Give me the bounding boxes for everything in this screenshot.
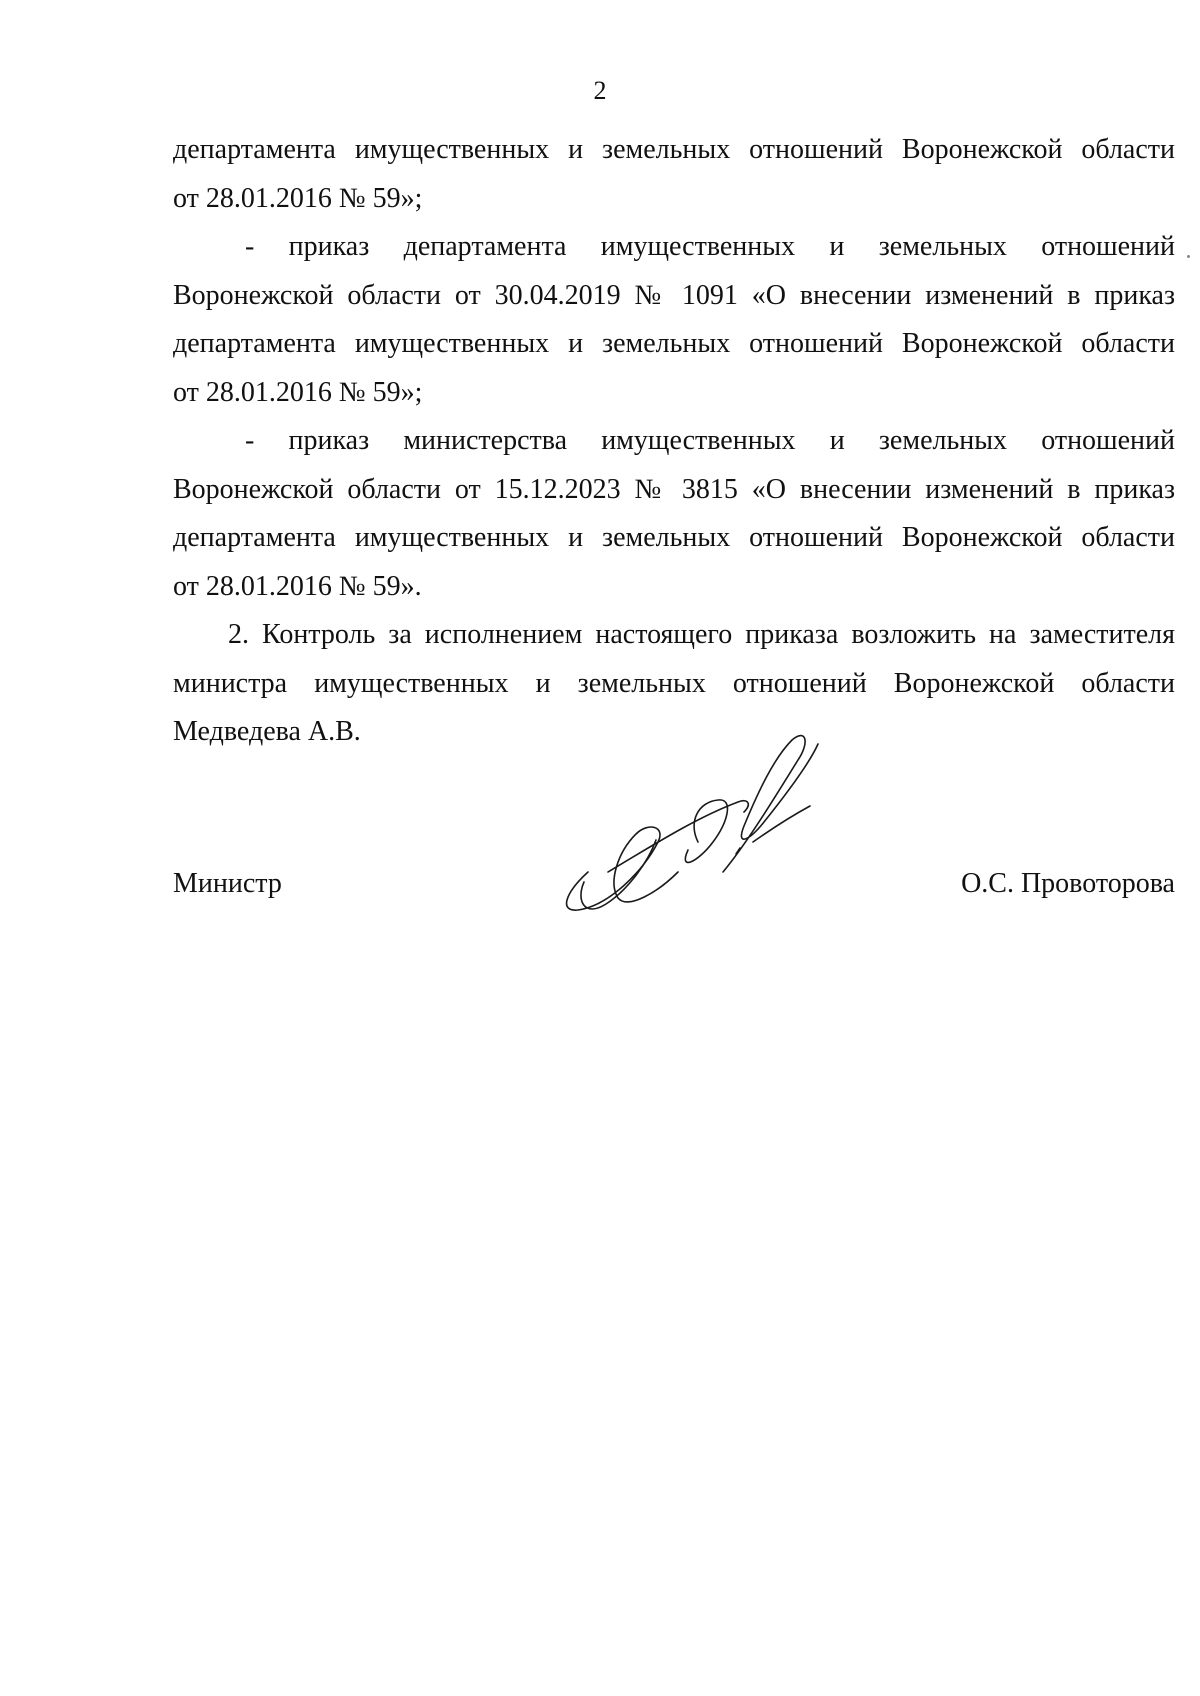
signature-block [173, 868, 1175, 908]
text-line: департамента имущественных и земельных отношений Воронежской области [173, 328, 1175, 359]
signatory-name: О.С. Провоторова [961, 868, 1175, 899]
text-line: Медведева А.В. [173, 716, 361, 747]
text-line: 2. Контроль за исполнением настоящего приказа возложить на заместителя [228, 619, 1175, 650]
scan-artifact [1187, 255, 1190, 258]
text-line: министра имущественных и земельных отношений Воронежской области [173, 667, 1175, 699]
list-item-order-3815 [173, 417, 1175, 611]
text-line: департамента имущественных и земельных отношений Воронежской области [173, 522, 1175, 553]
text-line: - приказ министерства имущественных и земельных отношений [245, 425, 1175, 456]
text-line: департамента имущественных и земельных отношений Воронежской области [173, 134, 1175, 165]
text-line: от 28.01.2016 № 59»; [173, 182, 423, 214]
list-item-order-1091 [173, 223, 1175, 417]
document-body [173, 126, 1175, 757]
page-number: 2 [593, 76, 607, 105]
text-line: от 28.01.2016 № 59». [173, 570, 422, 602]
paragraph-continuation [173, 126, 1175, 223]
text-line: - приказ департамента имущественных и земельных отношений [245, 231, 1175, 262]
text-line: Воронежской области от 30.04.2019 № 1091 «О внесении изменений в приказ [173, 279, 1175, 311]
text-line: Воронежской области от 15.12.2023 № 3815 «О внесении изменений в приказ [173, 473, 1175, 505]
text-line: от 28.01.2016 № 59»; [173, 376, 423, 408]
signatory-title: Министр [173, 868, 282, 899]
